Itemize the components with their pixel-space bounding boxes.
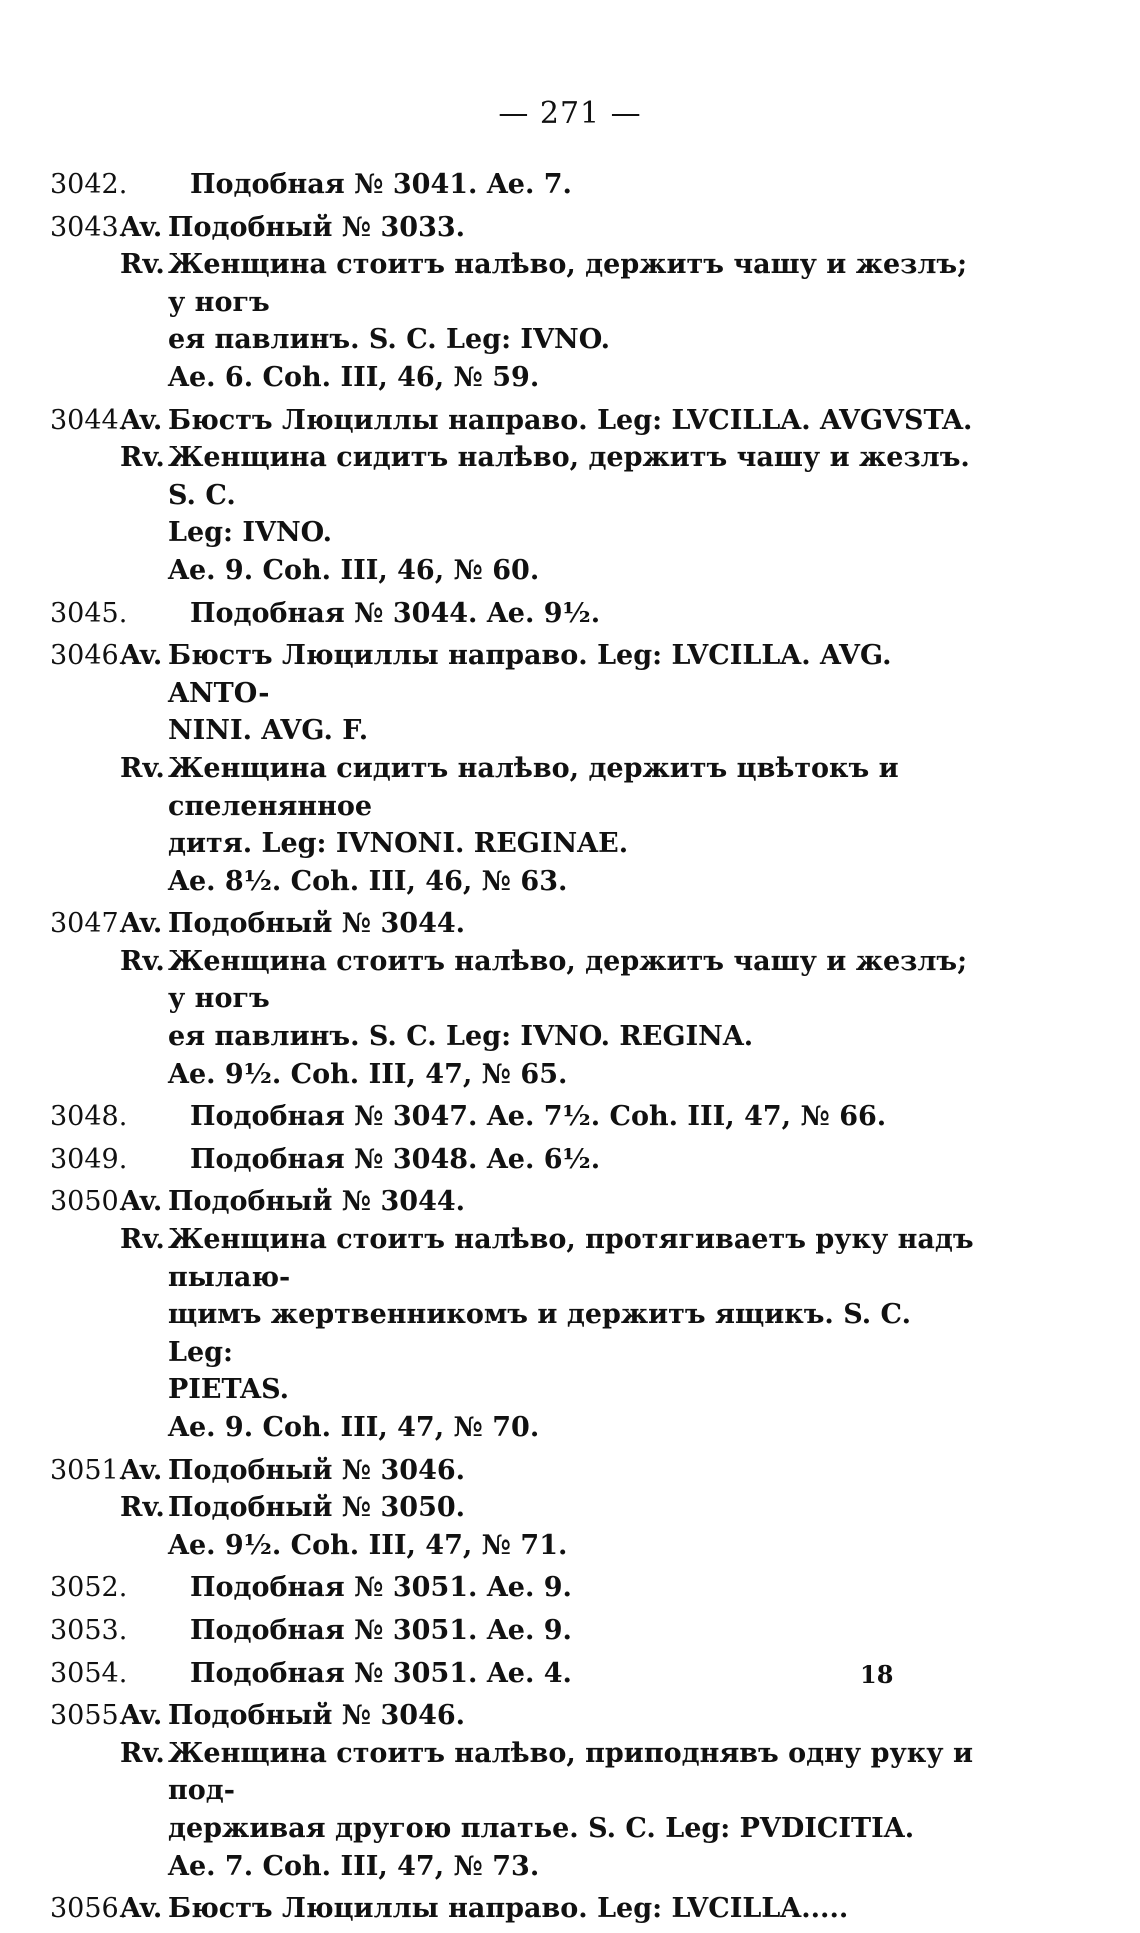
entry-number: 3047. [50,908,128,940]
entry-line [50,1735,980,1810]
entry-reference: Ae. 8½. Coh. III, 46, № 63. [168,865,568,897]
entry-line [50,825,980,863]
entry-number: 3043. [50,211,128,243]
entry-line [50,1141,980,1179]
entry-line [50,595,980,633]
entry-reference: Ae. 9. Coh. III, 46, № 60. [168,554,540,586]
entry-text: щимъ жертвенникомъ и держитъ ящикъ. S. C. Leg: [168,1299,911,1368]
catalog-entry [50,402,980,590]
catalog-entry [50,1697,980,1885]
entry-text: Подобный № 3050. [168,1492,466,1524]
entry-line [50,943,980,1018]
reverse-label: Rv. [120,249,165,281]
entry-text: Подобный № 3046. [168,1700,466,1732]
entry-number: 3045. [50,597,128,629]
entry-text: Женщина сидитъ налѣво, держитъ цвѣтокъ и спеленянное [168,752,899,822]
catalog-entry [50,595,980,633]
entry-line [50,1098,980,1136]
entry-line [50,1612,980,1650]
entry-line [50,1183,980,1221]
entry-number: 3050. [50,1186,128,1218]
catalog-entry [50,1183,980,1446]
entry-text: Подобная № 3047. Ae. 7½. Coh. III, 47, № 66. [190,1101,887,1133]
catalog-entry [50,1098,980,1136]
obverse-label: Av. [120,1186,163,1218]
entry-number: 3055. [50,1700,128,1732]
entry-text: Подобная № 3051. Ae. 9. [190,1572,572,1604]
obverse-label: Av. [120,1893,163,1925]
entry-line [50,514,980,552]
reverse-label: Rv. [120,1224,165,1256]
entry-line [50,552,980,590]
entry-line [50,1221,980,1296]
signature-mark: 18 [860,1660,894,1689]
entry-text: Бюстъ Люциллы направо. Leg: LVCILLA. AVG. ANTO- [168,640,892,709]
entry-line [50,1890,980,1928]
entry-line [50,905,980,943]
entry-text: Женщина стоитъ налѣво, держитъ чашу и жезлъ; у ногъ [168,249,968,318]
entry-line [50,439,980,514]
entry-text: Подобный № 3044. [168,1186,466,1218]
catalog-entry [50,1452,980,1565]
catalog-entry [50,1655,980,1693]
entry-line [50,1371,980,1409]
entry-reference: Ae. 6. Coh. III, 46, № 59. [168,361,540,393]
entry-number: 3049. [50,1143,128,1175]
entry-text: дитя. Leg: IVNONI. REGINAE. [168,828,629,860]
entry-line [50,863,980,901]
entry-line [50,402,980,440]
entry-text: PIETAS. [168,1374,290,1406]
obverse-label: Av. [120,1454,163,1486]
catalog-entry [50,1569,980,1607]
obverse-label: Av. [120,1700,163,1732]
obverse-label: Av. [120,404,163,436]
obverse-label: Av. [120,640,163,672]
entry-line [50,637,980,712]
catalog-entry [50,637,980,900]
entry-reference: Ae. 7. Coh. III, 47, № 73. [168,1850,540,1882]
entry-number: 3056. [50,1893,128,1925]
entry-text: Бюстъ Люциллы направо. Leg: LVCILLA. AVGVSTA. [168,404,973,436]
entry-text: Бюстъ Люциллы направо. Leg: LVCILLA..... [168,1893,849,1925]
obverse-label: Av. [120,908,163,940]
entry-number: 3054. [50,1657,128,1689]
entry-line [50,750,980,825]
entry-line [50,1848,980,1886]
catalog-entry [50,905,980,1093]
entry-line [50,209,980,247]
entry-text: держивая другою платье. S. C. Leg: PVDICITIA. [168,1812,915,1844]
catalog-entry [50,209,980,397]
entry-line [50,1018,980,1056]
reverse-label: Rv. [120,442,165,474]
entry-text: Женщина стоитъ налѣво, протягиваетъ руку надъ пылаю- [168,1224,974,1293]
entry-number: 3053. [50,1614,128,1646]
catalog-entry [50,1612,980,1650]
entry-line [50,1527,980,1565]
entry-line [50,1569,980,1607]
reverse-label: Rv. [120,1737,165,1769]
entry-line [50,1655,980,1693]
entry-text: Подобная № 3051. Ae. 9. [190,1614,572,1646]
page-number-header: — 271 — [498,96,642,131]
entry-line [50,1810,980,1848]
entry-text: Подобная № 3041. Ae. 7. [190,169,572,200]
reverse-label: Rv. [120,752,165,784]
entry-line [50,1296,980,1371]
entry-reference: Ae. 9½. Coh. III, 47, № 65. [168,1058,568,1090]
entry-text: Leg: IVNO. [168,517,333,549]
entry-line [50,1697,980,1735]
entry-text: Подобный № 3033. [168,211,466,243]
entry-text: Подобный № 3044. [168,908,466,940]
entry-line [50,321,980,359]
entry-text: NINI. AVG. F. [168,715,369,747]
entry-reference: Ae. 9½. Coh. III, 47, № 71. [168,1529,568,1561]
entry-text: Женщина сидитъ налѣво, держитъ чашу и жезлъ. S. C. [168,442,970,511]
entry-line [50,1409,980,1447]
entry-text: Женщина стоитъ налѣво, приподнявъ одну руку и под- [168,1737,973,1807]
entry-number: 3046. [50,640,128,672]
catalog-entry [50,1890,980,1928]
entry-line [50,1452,980,1490]
entry-text: Подобная № 3051. Ae. 4. [190,1657,572,1689]
entry-line [50,1489,980,1527]
reverse-label: Rv. [120,945,165,977]
entry-line [50,246,980,321]
entry-number: 3048. [50,1101,128,1133]
entry-line [50,359,980,397]
catalog-entry [50,1141,980,1179]
reverse-label: Rv. [120,1492,165,1524]
entry-number: 3042. [50,169,128,200]
entry-text: ея павлинъ. S. C. Leg: IVNO. [168,324,611,356]
entry-text: Подобная № 3048. Ae. 6½. [190,1143,601,1175]
entry-text: Подобная № 3044. Ae. 9½. [190,597,601,629]
entry-line [50,166,980,204]
entry-text: ея павлинъ. S. C. Leg: IVNO. REGINA. [168,1021,754,1053]
entry-line [50,1056,980,1094]
entry-number: 3051. [50,1454,128,1486]
catalog-entries [50,166,980,1933]
entry-line [50,712,980,750]
entry-text: Подобный № 3046. [168,1454,466,1486]
entry-number: 3052. [50,1572,128,1604]
entry-reference: Ae. 9. Coh. III, 47, № 70. [168,1412,540,1443]
entry-number: 3044. [50,404,128,436]
entry-text: Женщина стоитъ налѣво, держитъ чашу и жезлъ; у ногъ [168,945,968,1015]
catalog-entry [50,166,980,204]
obverse-label: Av. [120,211,163,243]
